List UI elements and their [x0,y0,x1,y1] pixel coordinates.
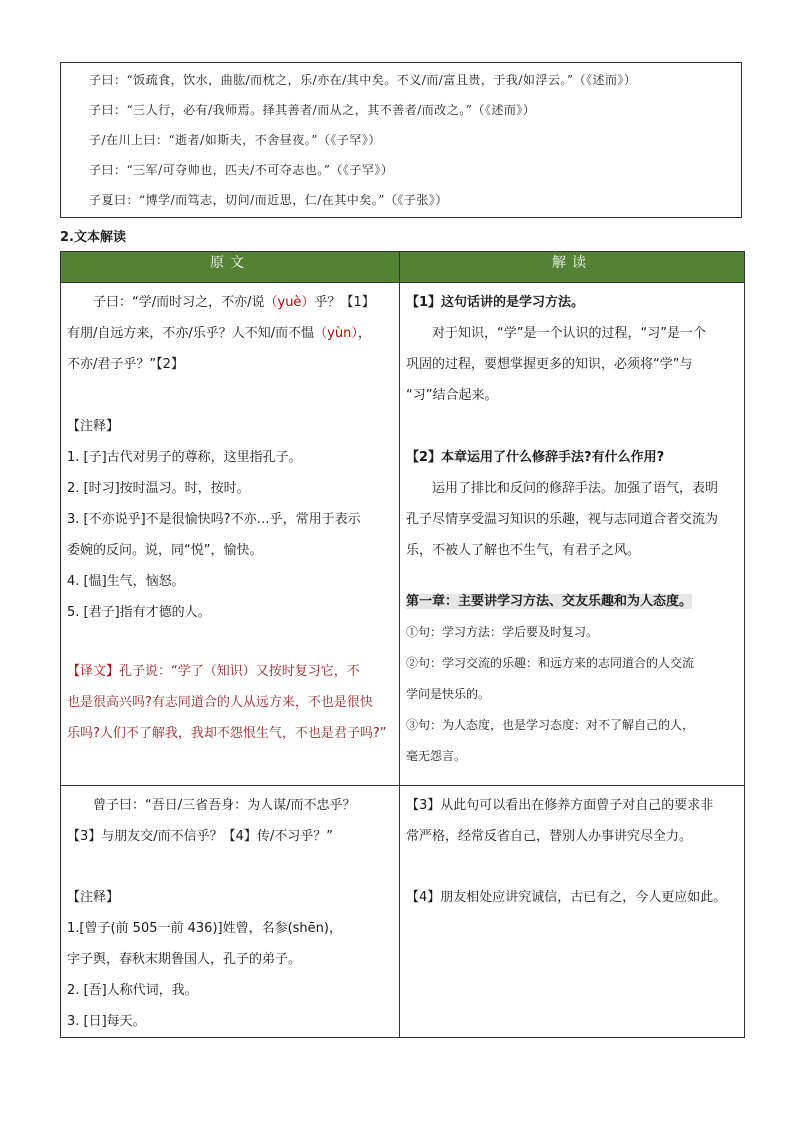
quote-line: 子曰：“三人行，必有/我师焉。择其善者/而从之，其不善者/而改之。”（《述而》） [89,103,536,117]
note-item: 3. [不亦说乎]不是很愉快吗?不亦…乎，常用于表示 [67,512,361,527]
analysis-cell-2 [400,786,745,1038]
summary-point: 学问是快乐的。 [406,687,491,701]
summary-point: 毫无怨言。 [406,749,467,763]
note-item: 5. [君子]指有才德的人。 [67,605,211,620]
analysis-cell-1 [400,283,745,786]
note-item: 委婉的反问。说，同“悦”，愉快。 [67,543,263,558]
summary-point: ③句：为人态度，也是学习态度：对不了解自己的人， [406,718,695,732]
note-item: 1. [子]古代对男子的尊称，这里指孔子。 [67,450,302,465]
note-item: 2. [时习]按时温习。时，按时。 [67,481,250,496]
translation-label: 【译文】 [67,664,120,679]
header-original: 原文 [61,252,400,283]
answer-line: 【3】从此句可以看出在修养方面曾子对自己的要求非 [406,798,714,813]
answer-line: 常严格，经常反省自己，替别人办事讲究尽全力。 [406,829,693,844]
answer-line: 巩固的过程，要想掌握更多的知识，必须将“学”与 [406,357,693,372]
summary-point: ②句：学习交流的乐趣：和远方来的志同道合的人交流 [406,656,695,670]
original-cell-1 [61,283,400,786]
original-cell-2 [61,786,400,1038]
quote-box [60,62,742,218]
pinyin-yun: （yùn） [314,326,358,341]
quote-line: 子/在川上曰：“逝者/如斯夫，不舍昼夜。”（《子罕》） [89,133,381,147]
note-item: 1.[曾子(前 505一前 436)]姓曾，名参(shēn)， [67,921,342,936]
translation-line: 【译文】孔子说：“学了（知识）又按时复习它，不 [67,664,360,679]
analysis-table [60,251,745,1038]
note-item: 字子舆，春秋末期鲁国人，孔子的弟子。 [67,952,302,967]
original-line: 不亦/君子乎？”【2】 [67,357,184,372]
translation-line: 乐吗?人们不了解我，我却不怨恨生气，不也是君子吗?” [67,726,387,741]
note-item: 4. [愠]生气，恼怒。 [67,574,185,589]
pinyin-yue: （yuè） [264,295,315,310]
note-item: 2. [吾]人称代词，我。 [67,983,198,998]
answer-line: 孔子尽情享受温习知识的乐趣，视与志同道合者交流为 [406,512,719,527]
answer-line: 运用了排比和反问的修辞手法。加强了语气，表明 [432,481,719,496]
answer-line: 【4】朋友相处应讲究诚信，古已有之，今人更应如此。 [406,890,727,905]
original-line: 子曰：“学/而时习之，不亦/说（yuè）乎？【1】 [93,295,375,310]
header-analysis: 解读 [400,252,745,283]
answer-line: “习”结合起来。 [406,388,498,403]
quote-line: 子曰：“饭疏食，饮水，曲肱/而枕之，乐/亦在/其中矣。不义/而/富且贵，于我/如浮云。”（《述而》） [89,73,637,87]
original-line: 有朋/自远方来，不亦/乐乎？人不知/而不愠（yùn）， [67,326,371,341]
question-1: 【1】这句话讲的是学习方法。 [406,295,585,310]
chapter-summary: 第一章：主要讲学习方法、交友乐趣和为人态度。 [406,594,693,609]
quote-line: 子曰：“三军/可夺帅也，匹夫/不可夺志也。”（《子罕》） [89,163,394,177]
question-2: 【2】本章运用了什么修辞手法?有什么作用? [406,450,665,465]
translation-line: 也是很高兴吗?有志同道合的人从远方来，不也是很快 [67,695,373,710]
original-line: 曾子曰：“吾日/三省吾身：为人谋/而不忠乎？ [93,798,356,813]
summary-point: ①句：学习方法：学后要及时复习。 [406,625,599,639]
notes-title: 【注释】 [67,890,120,905]
notes-title: 【注释】 [67,419,120,434]
note-item: 3. [日]每天。 [67,1014,146,1029]
section-title: 2.文本解读 [60,230,126,245]
quote-line: 子夏曰：“博学/而笃志，切问/而近思，仁/在其中矣。”（《子张》） [89,193,448,207]
answer-line: 对于知识，“学”是一个认识的过程，“习”是一个 [432,326,706,341]
answer-line: 乐，不被人了解也不生气，有君子之风。 [406,543,641,558]
original-line: 【3】与朋友交/而不信乎？【4】传/不习乎？” [67,829,334,844]
